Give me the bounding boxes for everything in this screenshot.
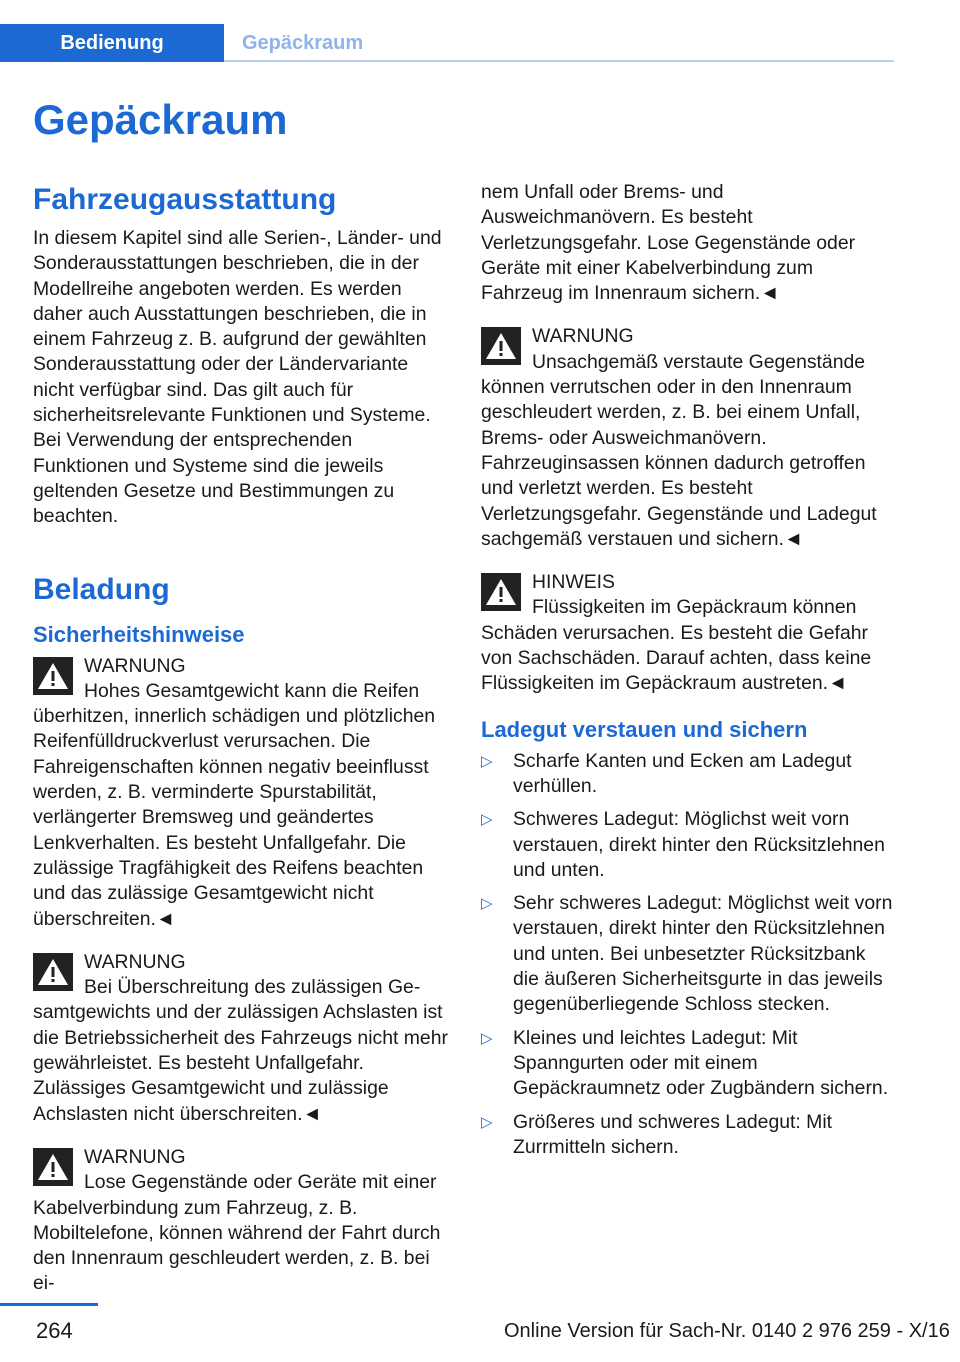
warning-triangle-icon <box>33 953 73 991</box>
warning-text: samtgewichts und der zulässigen Achslasten ist die Betriebssicherheit des Fahrzeugs nicht mehr gewährleistet. Es besteht Unfallgefahr. Zulässiges Gesamtgewicht und zulässige Achslasten nicht überschreiten.◄ <box>33 1001 448 1125</box>
warning-triangle-icon <box>33 1148 73 1186</box>
notice-triangle-icon <box>481 573 521 611</box>
warning-label: WARNUNG <box>84 1145 186 1168</box>
warning-block <box>33 654 448 932</box>
list-item: ▷ Scharfe Kanten und Ecken am Ladegut verhüllen. <box>481 749 852 797</box>
warning-text-start: Lose Gegenstände oder Geräte mit einer <box>84 1171 437 1194</box>
warning-triangle-icon <box>481 327 521 365</box>
tab-gepaeckraum[interactable]: Gepäckraum <box>242 31 364 54</box>
list-arrow-icon: ▷ <box>481 811 493 829</box>
warning-text: Kabelverbindung zum Fahrzeug, z. B. Mobiltelefone, können während der Fahrt durch den Innenraum geschleudert werden, z. B. bei ei- <box>33 1196 441 1295</box>
subsection-title-ladegut: Ladegut verstauen und sichern <box>481 716 808 742</box>
list-item: ▷ Sehr schweres Ladegut: Möglichst weit vorn verstauen, direkt hinter den Rücksitzlehnen und unten. Bei unbesetzter Rücksitzbank die äußeren Sicherheitsgurte in das jeweils gegenüberliegende Schloss stecken. <box>481 892 893 1016</box>
list-item: ▷ Schweres Ladegut: Möglichst weit vorn verstauen, direkt hinter den Rücksitzlehnen und unten. <box>481 808 885 881</box>
list-arrow-icon: ▷ <box>481 1029 493 1047</box>
warning-block <box>481 324 896 552</box>
warning-label: WARNUNG <box>84 654 186 677</box>
warning-text-start: Bei Überschreitung des zulässigen Ge- <box>84 976 421 999</box>
page-title: Gepäckraum <box>33 96 288 143</box>
warning-triangle-icon <box>33 657 73 695</box>
warning-text-start: Hohes Gesamtgewicht kann die Reifen <box>84 679 420 702</box>
notice-text-start: Flüssigkeiten im Gepäckraum können <box>532 596 857 619</box>
notice-text: Schäden verursachen. Es besteht die Gefahr von Sachschäden. Darauf achten, dass keine Flüssigkeiten im Gepäckraum austreten.◄ <box>481 621 872 695</box>
warning-label: WARNUNG <box>84 950 186 973</box>
notice-block <box>481 570 896 696</box>
warning-text: können verrutschen oder in den Innenraum geschleudert werden, z. B. bei einem Unfall, Brems- oder Ausweichmanövern. Fahrzeuginsassen können dadurch getroffen und verletzt werden. Es besteht Verletzungsgefahr. Gegenstände und Ladegut sachgemäß verstauen und sichern.◄ <box>481 376 877 550</box>
footer-divider <box>0 1303 98 1306</box>
list-arrow-icon: ▷ <box>481 895 493 913</box>
warning-text: überhitzen, innerlich schädigen und plötzlichen Reifenfülldruckverlust verursachen. Die Fahreigenschaften können negativ beeinflusst werden, z. B. verminderte Spurstabilität, verlängerter Bremsweg und geändertes Lenkverhalten. Es besteht Unfallgefahr. Die zulässige Tragfähigkeit des Reifens beachten und das zulässige Gesamtgewicht nicht überschreiten.◄ <box>33 705 436 930</box>
warning-text-start: Unsachgemäß verstaute Gegenstände <box>532 350 866 373</box>
warning-label: WARNUNG <box>532 325 634 348</box>
subsection-title-sicherheitshinweise: Sicherheitshinweise <box>33 621 245 647</box>
tab-bedienung[interactable]: Bedienung <box>0 24 224 62</box>
list-arrow-icon: ▷ <box>481 752 493 770</box>
list-item: ▷ Größeres und schweres Ladegut: Mit Zurrmitteln sichern. <box>481 1110 833 1158</box>
continued-warning-text: nem Unfall oder Brems- und Ausweichmanövern. Es besteht Verletzungsgefahr. Lose Gegenstände oder Geräte mit einer Kabelverbindung zum Fahrzeug im Innenraum sichern.◄ <box>481 181 856 305</box>
notice-label: HINWEIS <box>532 571 615 594</box>
section-title-beladung: Beladung <box>33 572 170 606</box>
warning-block <box>33 950 448 1127</box>
page-number: 264 <box>36 1318 73 1343</box>
section-text-fahrzeugausstattung: In diesem Kapitel sind alle Serien-, Länder- und Sonderausstattungen beschrieben, die in der Modellreihe angeboten werden. Es werden daher auch Ausstattungen beschrieben, die in einem Fahrzeug z. B. aufgrund der gewählten Sonderausstattung oder der Ländervariante nicht verfügbar sind. Das gilt auch für sicherheitsrelevante Funktionen und Systeme. Bei Verwendung der entsprechenden Funktionen und Systeme sind die jeweils geltenden Gesetze und Bestimmungen zu beachten. <box>33 227 442 528</box>
list-arrow-icon: ▷ <box>481 1113 493 1131</box>
section-title-fahrzeugausstattung: Fahrzeugausstattung <box>33 183 337 216</box>
list-item: ▷ Kleines und leichtes Ladegut: Mit Spanngurten oder mit einem Gepäckraumnetz oder Zugbändern sichern. <box>481 1026 889 1100</box>
header-bar <box>0 0 894 62</box>
footer-note: Online Version für Sach-Nr. 0140 2 976 259 - X/16 <box>504 1320 950 1342</box>
right-column <box>481 180 896 1168</box>
header-divider <box>224 60 894 62</box>
left-column <box>33 180 448 1315</box>
ladegut-list <box>481 749 896 1160</box>
warning-block <box>33 1145 448 1297</box>
